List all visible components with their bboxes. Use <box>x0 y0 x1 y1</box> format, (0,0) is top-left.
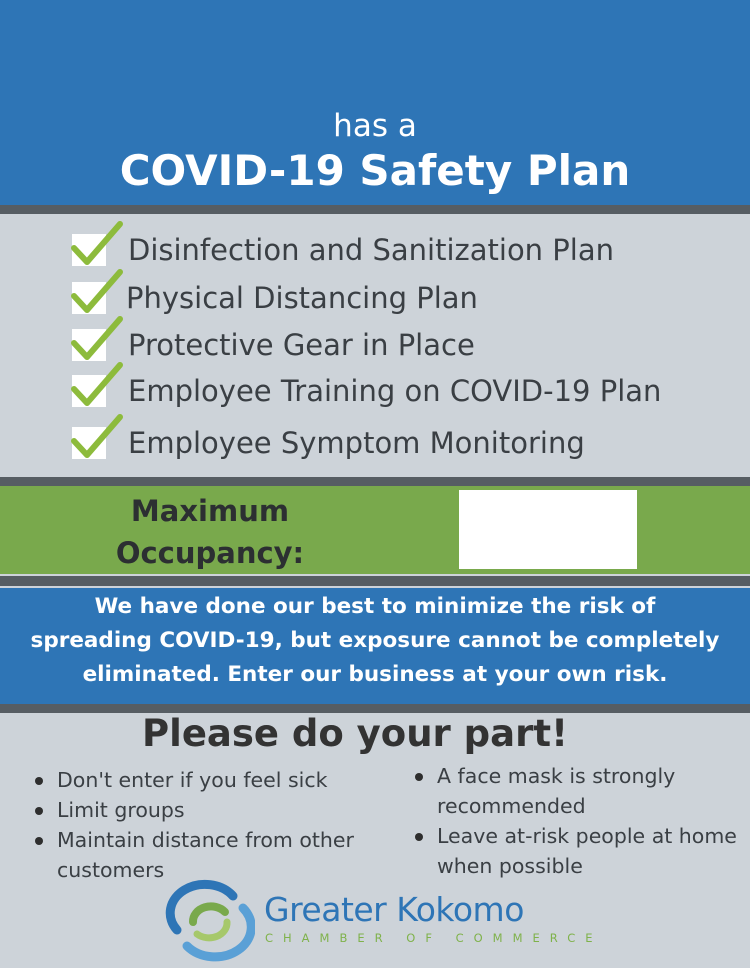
checklist-label: Employee Symptom Monitoring <box>128 426 585 460</box>
occupancy-label <box>95 490 325 574</box>
list-item: A face mask is strongly recommended <box>411 761 746 821</box>
divider <box>0 576 750 586</box>
checkmark-icon <box>70 268 124 318</box>
occupancy-label-line2: Occupancy: <box>115 536 305 570</box>
checklist-item <box>72 322 475 368</box>
page-title: COVID-19 Safety Plan <box>119 146 631 195</box>
checklist-label: Physical Distancing Plan <box>126 281 478 315</box>
checkbox <box>72 329 106 361</box>
checkbox <box>72 427 106 459</box>
checklist-item <box>72 368 661 414</box>
risk-notice-line: We have done our best to minimize the risk of <box>94 594 656 619</box>
swirl-logo-icon <box>163 878 255 962</box>
occupancy-label-line1: Maximum <box>130 494 290 528</box>
occupancy-value-box <box>459 490 637 569</box>
checklist-label: Employee Training on COVID-19 Plan <box>128 374 662 408</box>
divider <box>0 205 750 214</box>
checklist-item <box>72 275 478 321</box>
checkmark-icon <box>70 361 124 411</box>
bullet-list-right <box>411 761 746 881</box>
divider <box>0 477 750 486</box>
list-item: Leave at-risk people at home when possible <box>411 821 746 881</box>
checkbox <box>72 375 106 407</box>
section-title: Please do your part! <box>142 712 568 755</box>
header-prefix: has a <box>333 108 417 144</box>
risk-notice-line: eliminated. Enter our business at your own risk. <box>82 662 668 687</box>
checkmark-icon <box>70 413 124 463</box>
list-item: Maintain distance from other customers <box>31 825 391 885</box>
list-item: Don't enter if you feel sick <box>31 765 391 795</box>
checkbox <box>72 234 106 266</box>
logo-subtitle: CHAMBER OF COMMERCE <box>265 931 603 945</box>
logo-name: Greater Kokomo <box>264 890 524 929</box>
checklist-item <box>72 227 614 273</box>
checklist-item <box>72 420 585 466</box>
risk-notice <box>10 590 740 692</box>
checklist-label: Protective Gear in Place <box>128 328 475 362</box>
checkbox <box>72 282 106 314</box>
bullet-list-left <box>31 765 391 885</box>
checklist-label: Disinfection and Sanitization Plan <box>128 233 614 267</box>
checkmark-icon <box>70 220 124 270</box>
checkmark-icon <box>70 315 124 365</box>
list-item: Limit groups <box>31 795 391 825</box>
checklist <box>0 214 750 477</box>
risk-notice-line: spreading COVID-19, but exposure cannot be completely <box>30 628 720 653</box>
